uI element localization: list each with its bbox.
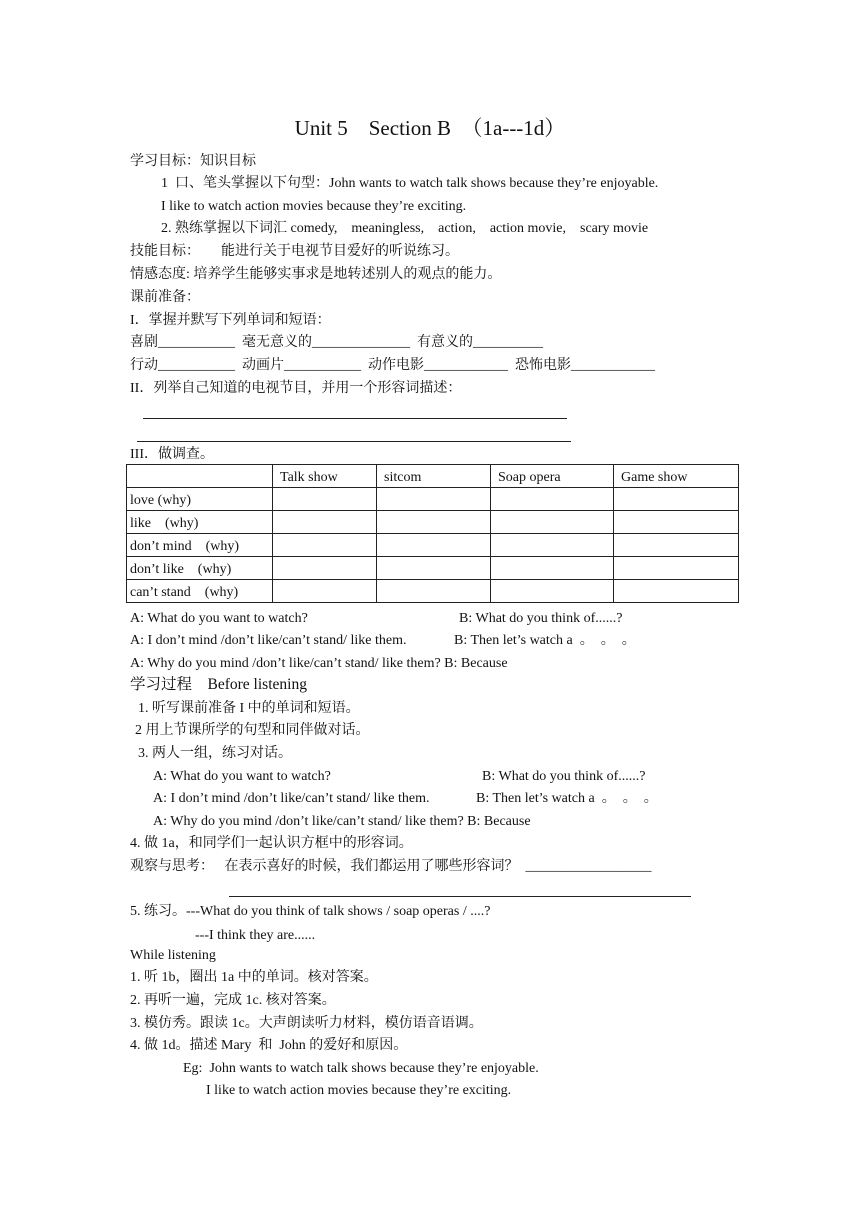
survey-row-label: like (why) [127, 511, 273, 534]
survey-cell[interactable] [491, 557, 614, 580]
answer-line-2 [137, 441, 571, 442]
vocab-row-1: 喜剧___________ 毫无意义的______________ 有意义的__________ [130, 335, 543, 350]
dialogue-b2-repeat: B: Then let’s watch a 。 。 。 [476, 791, 658, 806]
survey-cell[interactable] [614, 534, 739, 557]
process-step-1: 1. 听写课前准备 I 中的单词和短语。 [138, 701, 360, 716]
survey-cell[interactable] [273, 557, 377, 580]
survey-cell[interactable] [273, 534, 377, 557]
objective-1-line-b: I like to watch action movies because they’re exciting. [161, 199, 467, 214]
table-row [127, 534, 739, 557]
process-step-2: 2 用上节课所学的句型和同伴做对话。 [135, 723, 370, 738]
survey-cell[interactable] [273, 511, 377, 534]
prep-part-2-title: II．列举自己知道的电视节目，并用一个形容词描述： [130, 381, 462, 396]
while-step-3: 3. 模仿秀。跟读 1c。大声朗读听力材料，模仿语音语调。 [130, 1016, 483, 1031]
survey-cell[interactable] [491, 534, 614, 557]
while-step-4: 4. 做 1d。描述 Mary 和 John 的爱好和原因。 [130, 1038, 408, 1053]
survey-cell[interactable] [377, 557, 491, 580]
survey-row-label: don’t mind (why) [127, 534, 273, 557]
skills-objective: 技能目标： 能进行关于电视节目爱好的听说练习。 [130, 244, 459, 259]
process-heading [130, 676, 307, 694]
survey-cell[interactable] [377, 511, 491, 534]
dialogue-b2: B: Then let’s watch a 。 。 。 [454, 633, 636, 648]
observe-answer-line [229, 896, 691, 897]
prep-heading: 课前准备： [130, 290, 200, 305]
prep-part-1-title: I．掌握并默写下列单词和短语： [130, 313, 331, 328]
page-title: Unit 5 Section B （1a---1d） [294, 116, 566, 140]
dialogue-a2-repeat: A: I don’t mind /don’t like/can’t stand/ like them. [153, 791, 430, 806]
survey-cell[interactable] [273, 580, 377, 603]
example-line-2: I like to watch action movies because they’re exciting. [206, 1083, 512, 1098]
process-heading-en: Before listening [207, 676, 307, 693]
survey-row-label: can’t stand (why) [127, 580, 273, 603]
while-step-2: 2. 再听一遍，完成 1c. 核对答案。 [130, 993, 336, 1008]
dialogue-a2: A: I don’t mind /don’t like/can’t stand/ like them. [130, 633, 407, 648]
survey-header-cell: Soap opera [491, 465, 614, 488]
dialogue-b1: B: What do you think of......? [459, 611, 623, 626]
survey-cell[interactable] [614, 557, 739, 580]
survey-table [126, 464, 739, 603]
answer-line-1 [143, 418, 567, 419]
process-heading-cn: 学习过程 [130, 676, 193, 693]
prep-part-3-title: III．做调查。 [130, 447, 214, 462]
objective-2: 2. 熟练掌握以下词汇 comedy, meaningless, action, action movie, scary movie [161, 221, 649, 236]
process-step-3: 3. 两人一组，练习对话。 [138, 746, 292, 761]
table-row [127, 488, 739, 511]
objective-1-line-a: 1 口、笔头掌握以下句型：John wants to watch talk shows because they’re enjoyable. [161, 176, 659, 191]
dialogue-b1-repeat: B: What do you think of......? [482, 769, 646, 784]
attitude-objective: 情感态度: 培养学生能够实事求是地转述别人的观点的能力。 [130, 267, 502, 282]
process-step-5-answer: ---I think they are...... [195, 928, 316, 943]
process-step-5: 5. 练习。---What do you think of talk shows / soap operas / ....? [130, 904, 491, 919]
dialogue-a3: A: Why do you mind /don’t like/can’t stand/ like them? B: Because [130, 656, 508, 671]
table-row [127, 557, 739, 580]
survey-header-cell [127, 465, 273, 488]
survey-header-cell: Talk show [273, 465, 377, 488]
survey-row-label: love (why) [127, 488, 273, 511]
table-row [127, 511, 739, 534]
survey-row-label: don’t like (why) [127, 557, 273, 580]
survey-cell[interactable] [614, 580, 739, 603]
survey-cell[interactable] [377, 488, 491, 511]
survey-cell[interactable] [377, 534, 491, 557]
observe-question: 观察与思考： 在表示喜好的时候，我们都运用了哪些形容词？ __________________ [130, 859, 652, 874]
while-listening-heading: While listening [130, 948, 216, 963]
survey-header-cell: sitcom [377, 465, 491, 488]
survey-header-cell: Game show [614, 465, 739, 488]
survey-header-row [127, 465, 739, 488]
survey-cell[interactable] [614, 511, 739, 534]
survey-cell[interactable] [377, 580, 491, 603]
survey-cell[interactable] [273, 488, 377, 511]
dialogue-a1-repeat: A: What do you want to watch? [153, 769, 331, 784]
survey-cell[interactable] [491, 580, 614, 603]
survey-cell[interactable] [491, 511, 614, 534]
while-step-1: 1. 听 1b，圈出 1a 中的单词。核对答案。 [130, 970, 378, 985]
table-row [127, 580, 739, 603]
survey-cell[interactable] [491, 488, 614, 511]
dialogue-a1: A: What do you want to watch? [130, 611, 308, 626]
example-line-1: Eg: John wants to watch talk shows because they’re enjoyable. [183, 1061, 539, 1076]
vocab-row-2: 行动___________ 动画片___________ 动作电影____________ 恐怖电影____________ [130, 358, 655, 373]
objectives-heading: 学习目标：知识目标 [130, 154, 256, 169]
dialogue-a3-repeat: A: Why do you mind /don’t like/can’t stand/ like them? B: Because [153, 814, 531, 829]
process-step-4: 4. 做 1a，和同学们一起认识方框中的形容词。 [130, 836, 413, 851]
survey-cell[interactable] [614, 488, 739, 511]
